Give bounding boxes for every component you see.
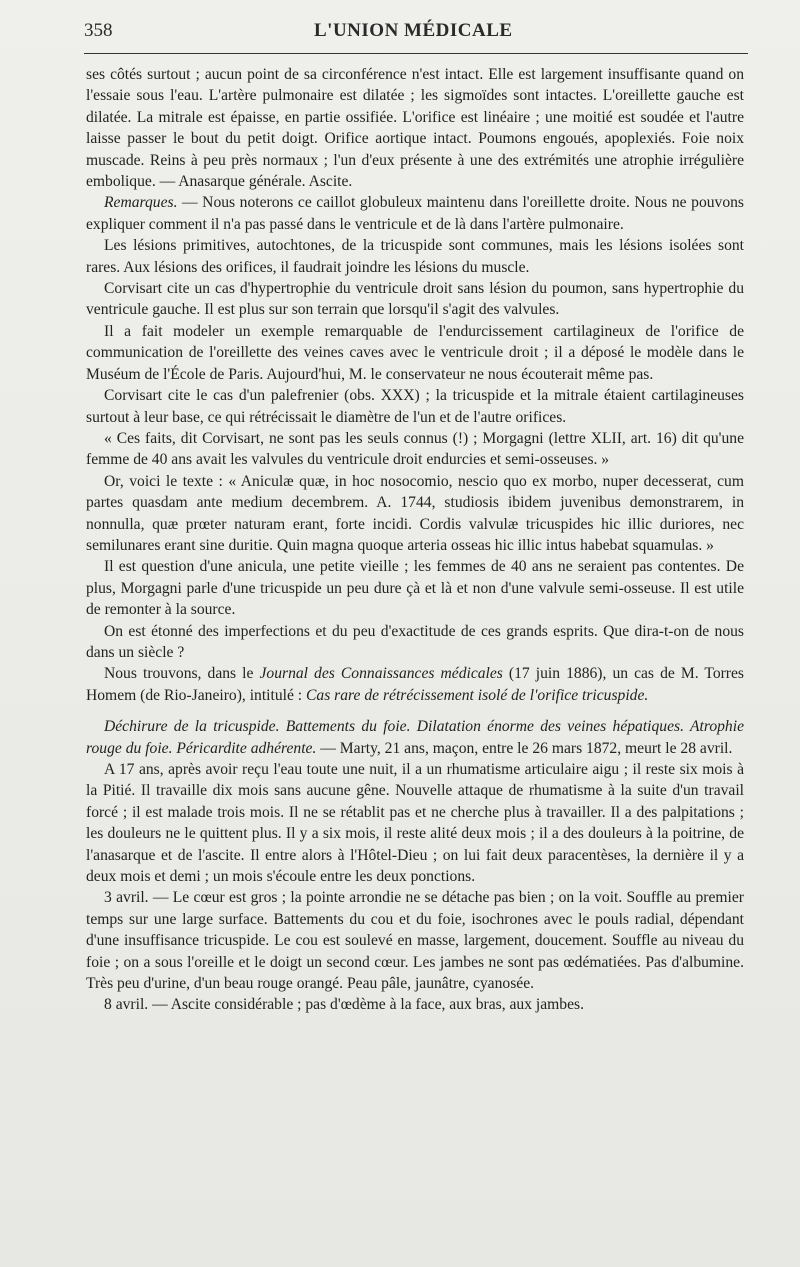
case-title: Cas rare de rétrécissement isolé de l'orifice tricuspide.: [306, 686, 649, 704]
observation-patient: — Marty, 21 ans, maçon, entre le 26 mars 1872, meurt le 28 avril.: [316, 739, 733, 757]
remarks-label: Remarques.: [104, 194, 178, 212]
paragraph-corvisart-hypertrophy: Corvisart cite un cas d'hypertrophie du ventricule droit sans lésion du poumon, sans hypertrophie du ventricule gauche. Il est plus sur son terrain que lorsqu'il s'agit des valvules.: [86, 280, 744, 319]
paragraph-autopsy-findings: ses côtés surtout ; aucun point de sa circonférence n'est intact. Elle est largement insuffisante quand on l'essaie sous l'eau. L'artère pulmonaire est dilatée ; les sigmoïdes sont intactes. L'oreillette gauche est dilatée. La mitrale est épaisse, en partie ossifiée. L'orifice est linéaire ; une moitié est soudée et l'autre laisse passer le bout du petit doigt. Orifice aortique intact. Poumons engoués, apoplexiés. Foie noix muscade. Reins à peu près normaux ; l'un d'eux présente à une des extrémités une atrophie irrégulière embolique. — Anasarque générale. Ascite.: [86, 66, 744, 191]
remarks-text: — Nous noterons ce caillot globuleux maintenu dans l'oreillette droite. Nous ne pouvons expliquer comment il n'a pas passé dans le ventricule et de là dans l'artère pulmonaire.: [86, 194, 744, 233]
paragraph-remarks: [86, 192, 744, 235]
paragraph-palefrenier: Corvisart cite le cas d'un palefrenier (obs. XXX) ; la tricuspide et la mitrale étaient cartilagineuses surtout à leur base, ce qui rétrécissait le diamètre de l'un et de l'autre orifices.: [86, 387, 744, 426]
journal-title: L'UNION MÉDICALE: [314, 20, 513, 41]
paragraph-april-3: 3 avril. — Le cœur est gros ; la pointe arrondie ne se détache pas bien ; on la voit. Souffle au premier temps sur une large surface. Battements du cou et du foie, isochrones avec le pouls radial, dépendant d'une insuffisance tricuspide. Le cou est soulevé en masse, largement, doucement. Souffle au niveau du foie ; on a sous l'oreille et le doigt un second cœur. Les jambes ne sont pas œdématiées. Pas d'albumine. Très peu d'urine, d'un beau rouge orangé. Peau pâle, jaunâtre, cyanosée.: [86, 889, 744, 993]
paragraph-imperfections: On est étonné des imperfections et du peu d'exactitude de ces grands esprits. Que dira-t-on de nous dans un siècle ?: [86, 622, 744, 661]
section-gap: [86, 706, 744, 716]
header-rule: [84, 53, 748, 54]
article-body: [86, 64, 744, 1016]
paragraph-april-8: 8 avril. — Ascite considérable ; pas d'œdème à la face, aux bras, aux jambes.: [104, 996, 584, 1014]
paragraph-primitive-lesions: Les lésions primitives, autochtones, de la tricuspide sont communes, mais les lésions isolées sont rares. Aux lésions des orifices, il faudrait joindre les lésions du muscle.: [86, 237, 744, 276]
paragraph-history: A 17 ans, après avoir reçu l'eau toute une nuit, il a un rhumatisme articulaire aigu ; il reste six mois à la Pitié. Il travaille dix mois sans aucune gêne. Nouvelle attaque de rhumatisme à la suite d'un travail forcé ; il est malade trois mois. Il ne se rétablit pas et ne cherche plus à travailler. Il a des palpitations ; les douleurs ne le quittent plus. Il y a six mois, il reste alité deux mois ; il a des douleurs à la poitrine, de l'anasarque et de l'ascite. Il entre alors à l'Hôtel-Dieu ; on lui fait deux paracentèses, la dernière il y a deux mois et demi ; un mois s'écoule entre les deux ponctions.: [86, 761, 744, 886]
observation-title: Déchirure de la tricuspide. Battements du foie. Dilatation énorme des veines hépatiques. Atrophie rouge du foie. Péricardite adhérente.: [86, 718, 744, 757]
paragraph-latin-text: Or, voici le texte : « Aniculæ quæ, in hoc nosocomio, nescio quo ex morbo, nuper decesserat, cum partes quasdam ante medium decembrem. A. 1744, studiosis ibidem juvenibus demonstrarem, in nonnulla, quæ prœter naturam erant, forte incidi. Cordis valvulæ tricuspides hic illic duriores, nec semilunares erant sine duritie. Quin magna quoque arteria osseas hic illic intus habebat squamulas. »: [86, 472, 744, 554]
paragraph-observation-title: [86, 716, 744, 759]
running-header: [84, 20, 748, 52]
paragraph-anicula: Il est question d'une anicula, une petite vieille ; les femmes de 40 ans ne seraient pas contentes. De plus, Morgagni parle d'une tricuspide un peu dure çà et là et non d'une valvule semi-osseuse. Il est utile de remonter à la source.: [86, 558, 744, 619]
paragraph-morgagni-quote: « Ces faits, dit Corvisart, ne sont pas les seuls connus (!) ; Morgagni (lettre XLII, art. 16) dit qu'une femme de 40 ans avait les valvules du ventricule droit endurcies et semi-osseuses. »: [86, 429, 744, 469]
journal-reference-lead: Nous trouvons, dans le: [104, 665, 260, 683]
page-number: 358: [84, 20, 113, 41]
journal-name: Journal des Connaissances médicales: [259, 665, 503, 683]
paragraph-journal-reference: [86, 663, 744, 706]
paragraph-model: Il a fait modeler un exemple remarquable de l'endurcissement cartilagineux de l'orifice de communication de l'oreillette des veines caves avec le ventricule droit ; il a déposé le modèle dans le Muséum de l'École de Paris. Aujourd'hui, M. le conservateur ne nous écouterait même pas.: [86, 322, 744, 383]
journal-reference-middle: (17 juin 1886), un cas de M. Torres Homem (de Rio-Janeiro), intitulé :: [86, 665, 744, 704]
